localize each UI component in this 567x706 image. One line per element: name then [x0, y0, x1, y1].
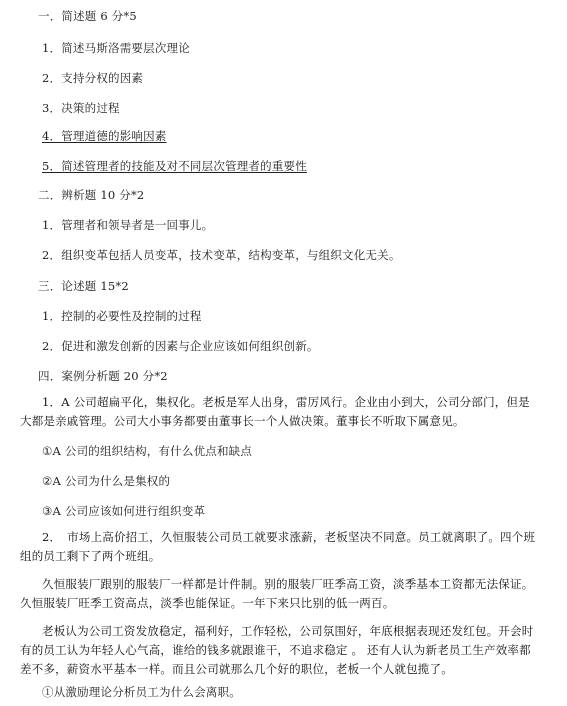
case2-paragraph-3: 老板认为公司工资发放稳定，福利好，工作轻松，公司氛围好，年底根据表现还发红包。开会时有的员工认为年轻人心气高，谁给的钱多就跟谁干，不追求稳定 。 还有人认为新老员工生产效率都差不多，薪资水平基本一样。而且公司就那么几个好的职位，老板一个人就包揽了。: [20, 624, 534, 676]
case1-question-3: ③A 公司应该如何进行组织变革: [42, 504, 206, 518]
s1-item-5: 5．简述管理者的技能及对不同层次管理者的重要性: [42, 159, 307, 173]
case2-paragraph-2: 久恒服装厂跟别的服装厂一样都是计件制。别的服装厂旺季高工资，淡季基本工资都无法保证。久恒服装厂旺季工资高点，淡季也能保证。一年下来只比别的低一两百。: [20, 577, 534, 610]
section-3-title: 三．论述题 15*2: [38, 279, 129, 293]
section-4-title: 四．案例分析题 20 分*2: [38, 369, 168, 383]
case1-question-1: ①A 公司的组织结构，有什么优点和缺点: [42, 444, 253, 458]
s2-item-1: 1．管理者和领导者是一回事儿。: [42, 218, 214, 232]
s1-item-4: 4．管理道德的影响因素: [42, 129, 167, 143]
section-2-title: 二．辨析题 10 分*2: [38, 188, 145, 202]
s2-item-2: 2．组织变革包括人员变革，技术变革，结构变革，与组织文化无关。: [42, 248, 401, 262]
case1-paragraph: 1．A 公司超扁平化，集权化。老板是军人出身，雷厉风行。企业由小到大，公司分部门，但是大都是亲戚管理。公司大小事务都要由董事长一个人做决策。董事长不听取下属意见。: [20, 395, 530, 428]
s1-item-3: 3．决策的过程: [42, 101, 120, 115]
case2-question-1: ①从激励理论分析员工为什么会离职。: [42, 685, 241, 699]
case1-question-2: ②A 公司为什么是集权的: [42, 474, 171, 488]
s1-item-1: 1．简述马斯洛需要层次理论: [42, 41, 190, 55]
s1-item-2: 2．支持分权的因素: [42, 71, 144, 85]
case2-paragraph-1: 2． 市场上高价招工，久恒服装公司员工就要求涨薪，老板坚决不同意。员工就离职了。四个班组的员工剩下了两个班组。: [20, 530, 536, 563]
s3-item-2: 2．促进和激发创新的因素与企业应该如何组织创新。: [42, 339, 319, 353]
section-1-title: 一．简述题 6 分*5: [38, 9, 137, 23]
s3-item-1: 1．控制的必要性及控制的过程: [42, 309, 202, 323]
